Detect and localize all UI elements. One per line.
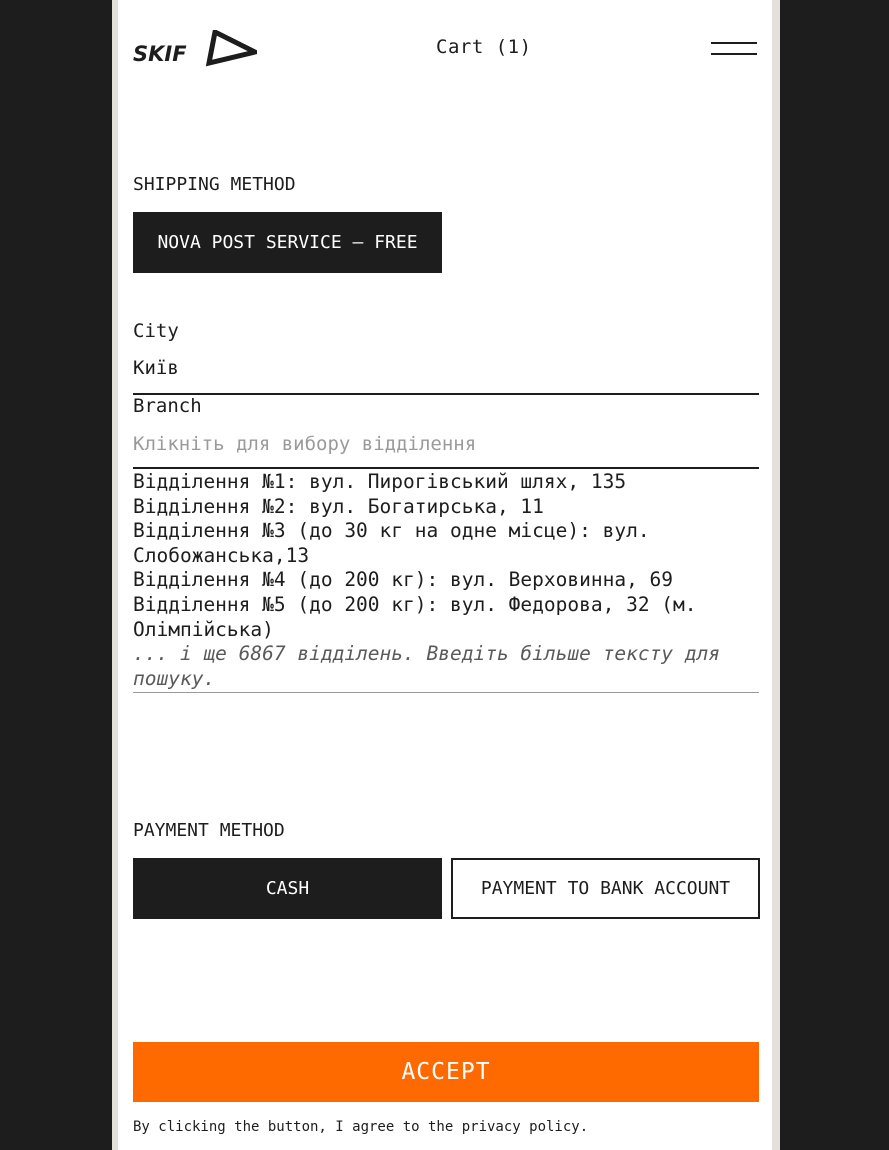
privacy-policy-text: By clicking the button, I agree to the privacy policy. [133, 1119, 589, 1135]
cart-link[interactable]: Cart (1) [436, 36, 532, 58]
shipping-method-title: SHIPPING METHOD [133, 174, 296, 195]
accept-button[interactable]: ACCEPT [133, 1042, 759, 1102]
checkout-page [118, 0, 772, 1150]
dropdown-divider [133, 692, 759, 693]
city-input[interactable]: Київ [133, 357, 179, 379]
phone-frame [112, 0, 780, 1150]
branch-underline [133, 467, 759, 469]
branch-select[interactable]: Клікніть для вибору відділення [133, 433, 477, 455]
branch-option[interactable]: Відділення №5 (до 200 кг): вул. Федорова, 32 (м. Олімпійська) [133, 592, 709, 641]
city-underline [133, 393, 759, 395]
city-label: City [133, 320, 179, 342]
payment-method-title: PAYMENT METHOD [133, 820, 285, 841]
branch-option[interactable]: Відділення №4 (до 200 кг): вул. Верховинна, 69 [133, 568, 674, 592]
menu-icon[interactable] [711, 42, 757, 56]
skif-logo[interactable] [133, 30, 257, 68]
skif-logo-icon [133, 30, 257, 68]
branch-option[interactable]: Відділення №2: вул. Богатирська, 11 [133, 494, 544, 518]
branch-option[interactable]: Відділення №3 (до 30 кг на одне місце): вул. Слобожанська,13 [133, 519, 662, 567]
bank-account-option[interactable]: PAYMENT TO BANK ACCOUNT [451, 858, 760, 919]
branch-option[interactable]: Відділення №1: вул. Пирогівський шлях, 135 [133, 470, 627, 493]
branch-label: Branch [133, 395, 202, 417]
nova-post-option[interactable]: NOVA POST SERVICE — FREE [133, 212, 442, 273]
branch-more-hint: ... і ще 6867 відділень. Введіть більше тексту для пошуку. [133, 642, 720, 690]
branch-dropdown [133, 470, 759, 691]
cash-option[interactable]: CASH [133, 858, 442, 919]
logo-wordmark: SKIF [133, 42, 187, 66]
